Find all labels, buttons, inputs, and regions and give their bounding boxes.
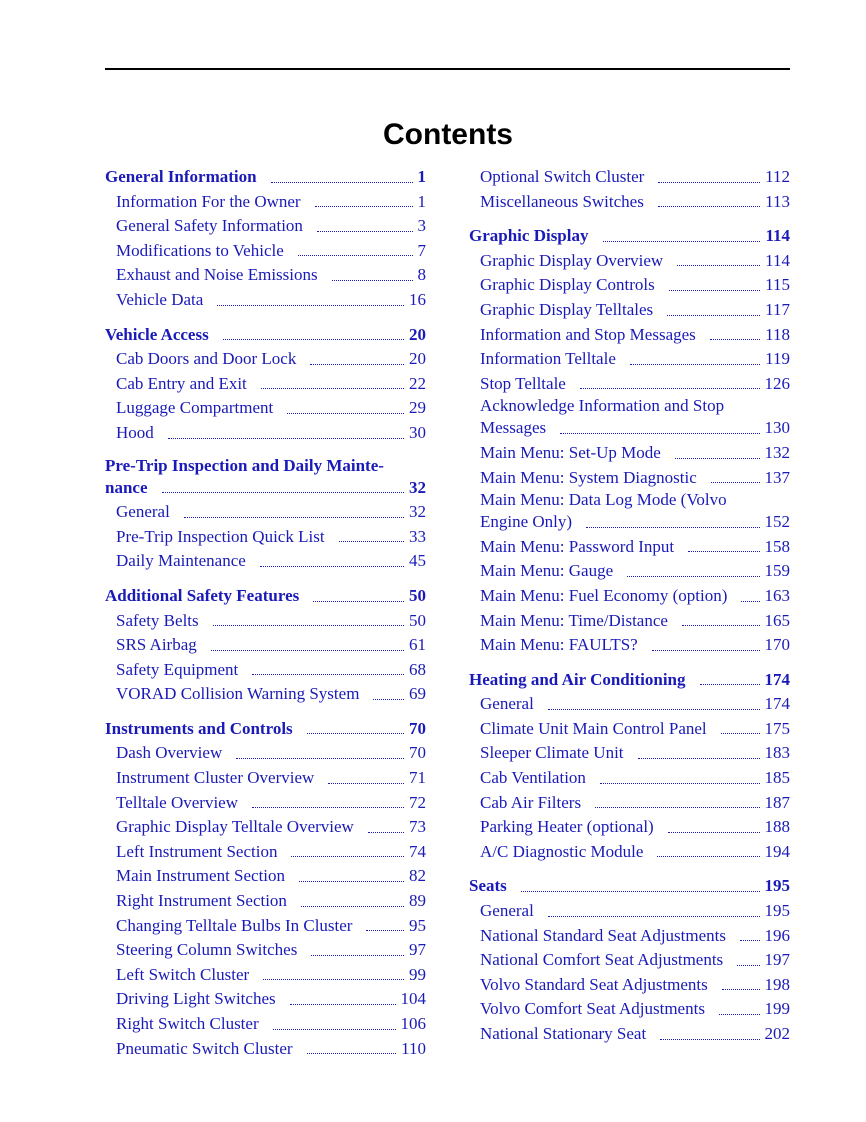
toc-entry-driving-light-switches[interactable] — [105, 987, 426, 1012]
toc-page-number: 117 — [765, 299, 790, 319]
toc-entry-national-comfort-seat-adjustments[interactable] — [469, 948, 790, 973]
toc-label: Main Instrument Section — [116, 866, 286, 886]
toc-page-number: 159 — [764, 561, 790, 581]
toc-entry-general[interactable] — [105, 500, 426, 525]
toc-page-number: 71 — [409, 768, 426, 788]
dot-leader — [252, 807, 404, 808]
toc-entry-luggage-compartment[interactable] — [105, 396, 426, 421]
dot-leader — [313, 601, 404, 602]
dot-leader — [603, 241, 761, 242]
dot-leader — [299, 881, 404, 882]
toc-entry-graphic-display-overview[interactable] — [469, 249, 790, 274]
toc-page-number: 158 — [764, 536, 790, 556]
toc-entry-volvo-comfort-seat-adjustments[interactable] — [469, 997, 790, 1022]
toc-label: Main Menu: Password Input — [480, 536, 675, 556]
toc-label: Pre-Trip Inspection Quick List — [116, 526, 325, 546]
toc-heading-instruments-and-controls[interactable] — [105, 717, 426, 742]
toc-page-number: 165 — [764, 610, 790, 630]
dot-leader — [236, 758, 404, 759]
dot-leader — [668, 832, 760, 833]
toc-label: Graphic Display Telltales — [480, 299, 654, 319]
toc-label: Graphic Display Telltale Overview — [116, 817, 354, 837]
toc-page-number: 110 — [401, 1038, 426, 1058]
toc-label: Seats — [469, 876, 507, 896]
toc-heading-line[interactable]: Pre-Trip Inspection and Daily Mainte- — [105, 455, 384, 475]
toc-entry-volvo-standard-seat-adjustments[interactable] — [469, 973, 790, 998]
toc-entry-safety-equipment[interactable] — [105, 658, 426, 683]
dot-leader — [301, 906, 404, 907]
toc-page-number: 112 — [765, 167, 790, 186]
toc-label: Information For the Owner — [116, 191, 301, 211]
toc-section — [105, 717, 426, 1061]
dot-leader — [630, 364, 760, 365]
toc-entry-instrument-cluster-overview[interactable] — [105, 766, 426, 791]
toc-page-number: 202 — [764, 1024, 790, 1043]
dot-leader — [223, 339, 404, 340]
toc-section — [469, 874, 790, 1046]
dot-leader — [521, 891, 760, 892]
toc-page-number: 1 — [417, 191, 426, 211]
toc-page-number: 175 — [764, 718, 790, 738]
toc-entry-daily-maintenance[interactable] — [105, 549, 426, 574]
page-title: Contents — [383, 118, 513, 151]
toc-label: Additional Safety Features — [105, 585, 300, 605]
toc-label: Steering Column Switches — [116, 940, 298, 960]
toc-left-column — [105, 165, 426, 1071]
toc-page-number: 132 — [764, 442, 790, 462]
toc-label: nance — [105, 477, 148, 497]
toc-page-number: 8 — [417, 265, 426, 285]
dot-leader — [290, 1004, 396, 1005]
dot-leader — [184, 517, 404, 518]
dot-leader — [580, 388, 760, 389]
toc-entry-general[interactable] — [469, 899, 790, 924]
toc-heading-vehicle-access[interactable] — [105, 323, 426, 348]
dot-leader — [366, 930, 404, 931]
toc-section — [105, 584, 426, 707]
dot-leader — [315, 206, 413, 207]
toc-entry-main-menu-set-up-mode[interactable] — [469, 441, 790, 466]
dot-leader — [252, 674, 404, 675]
toc-label: Main Menu: Fuel Economy (option) — [480, 585, 728, 605]
dot-leader — [677, 265, 760, 266]
toc-page-number: 187 — [764, 792, 790, 812]
toc-label: Dash Overview — [116, 743, 223, 763]
toc-section — [105, 165, 426, 313]
toc-entry-main-menu-password-input[interactable] — [469, 535, 790, 560]
dot-leader — [600, 783, 760, 784]
toc-entry-information-for-the-owner[interactable] — [105, 190, 426, 215]
toc-label: Modifications to Vehicle — [116, 240, 284, 260]
toc-label: General — [480, 694, 534, 714]
toc-page-number: 119 — [765, 349, 790, 369]
toc-page-number: 152 — [764, 512, 790, 532]
toc-entry-general[interactable] — [469, 692, 790, 717]
toc-page-number: 194 — [764, 841, 790, 861]
dot-leader — [263, 979, 404, 980]
toc-entry-main-instrument-section[interactable] — [105, 864, 426, 889]
dot-leader — [271, 182, 413, 183]
toc-label: Pneumatic Switch Cluster — [116, 1038, 293, 1058]
dot-leader — [722, 989, 760, 990]
toc-entry-srs-airbag[interactable] — [105, 633, 426, 658]
toc-entry-safety-belts[interactable] — [105, 609, 426, 634]
toc-label: Information Telltale — [480, 349, 616, 369]
toc-label: Miscellaneous Switches — [480, 191, 644, 211]
dot-leader — [273, 1029, 396, 1030]
toc-page-number: 115 — [765, 275, 790, 295]
toc-page-number: 137 — [764, 467, 790, 487]
toc-label: General — [116, 502, 170, 522]
toc-page-number: 16 — [409, 289, 426, 309]
toc-entry-line[interactable]: Acknowledge Information and Stop — [480, 396, 725, 416]
toc-entry-modifications-to-vehicle[interactable] — [105, 239, 426, 264]
toc-page-number: 69 — [409, 684, 426, 704]
toc-entry-graphic-display-telltale-overview[interactable] — [105, 815, 426, 840]
dot-leader — [211, 650, 404, 651]
toc-label: Safety Equipment — [116, 659, 239, 679]
toc-label: Right Instrument Section — [116, 891, 287, 911]
toc-page-number: 114 — [765, 250, 790, 270]
toc-label: National Standard Seat Adjustments — [480, 925, 726, 945]
toc-section — [469, 165, 790, 214]
toc-heading-additional-safety-features[interactable] — [105, 584, 426, 609]
toc-page-number: 1 — [417, 167, 426, 186]
toc-label: Messages — [480, 418, 547, 438]
dot-leader — [675, 458, 760, 459]
toc-page-number: 126 — [764, 373, 790, 393]
toc-page-number: 20 — [409, 349, 426, 369]
toc-page-number: 104 — [400, 989, 426, 1009]
dot-leader — [721, 733, 760, 734]
toc-label: Graphic Display — [469, 226, 589, 246]
toc-label: Cab Ventilation — [480, 768, 586, 788]
toc-entry-dash-overview[interactable] — [105, 741, 426, 766]
toc-label: Heating and Air Conditioning — [469, 669, 686, 689]
toc-label: Main Menu: Time/Distance — [480, 610, 668, 630]
toc-page-number: 50 — [409, 610, 426, 630]
dot-leader — [548, 916, 760, 917]
toc-section — [469, 224, 790, 658]
toc-section — [105, 456, 426, 574]
toc-label: Hood — [116, 422, 154, 442]
dot-leader — [213, 625, 404, 626]
dot-leader — [700, 684, 760, 685]
toc-page-number: 197 — [764, 950, 790, 970]
toc-label: Changing Telltale Bulbs In Cluster — [116, 915, 353, 935]
toc-label: General Information — [105, 167, 257, 186]
toc-entry-main-menu-data-log-mode-volvo[interactable] — [469, 510, 790, 535]
toc-page-number: 30 — [409, 422, 426, 442]
dot-leader — [688, 551, 759, 552]
toc-label: Climate Unit Main Control Panel — [480, 718, 707, 738]
dot-leader — [658, 206, 760, 207]
toc-page-number: 45 — [409, 551, 426, 571]
toc-entry-general-safety-information[interactable] — [105, 214, 426, 239]
toc-heading-general-information[interactable] — [105, 165, 426, 190]
toc-page-number: 7 — [417, 240, 426, 260]
toc-page-number: 118 — [765, 324, 790, 344]
toc-label: SRS Airbag — [116, 635, 197, 655]
dot-leader — [660, 1039, 759, 1040]
toc-entry-cab-air-filters[interactable] — [469, 791, 790, 816]
toc-label: Cab Entry and Exit — [116, 373, 247, 393]
toc-page-number: 68 — [409, 659, 426, 679]
toc-page-number: 183 — [764, 743, 790, 763]
toc-entry-steering-column-switches[interactable] — [105, 938, 426, 963]
dot-leader — [287, 413, 404, 414]
dot-leader — [328, 783, 404, 784]
toc-label: Engine Only) — [480, 512, 573, 532]
toc-heading-graphic-display[interactable] — [469, 224, 790, 249]
toc-label: Driving Light Switches — [116, 989, 276, 1009]
toc-label: Left Instrument Section — [116, 841, 278, 861]
dot-leader — [740, 940, 760, 941]
toc-label: Graphic Display Overview — [480, 250, 664, 270]
toc-page-number: 199 — [764, 999, 790, 1019]
dot-leader — [719, 1014, 760, 1015]
toc-page-number: 99 — [409, 964, 426, 984]
dot-leader — [667, 315, 760, 316]
dot-leader — [291, 856, 404, 857]
toc-entry-climate-unit-main-control-panel[interactable] — [469, 717, 790, 742]
toc-page-number: 20 — [409, 324, 426, 344]
dot-leader — [741, 601, 759, 602]
dot-leader — [737, 965, 759, 966]
toc-entry-hood[interactable] — [105, 421, 426, 446]
dot-leader — [548, 709, 760, 710]
toc-entry-acknowledge-information-and-stop[interactable] — [469, 416, 790, 441]
toc-label: Parking Heater (optional) — [480, 817, 654, 837]
toc-entry-optional-switch-cluster[interactable] — [469, 165, 790, 190]
toc-section — [105, 323, 426, 446]
toc-heading-heating-and-air-conditioning[interactable] — [469, 668, 790, 693]
toc-label: Vehicle Access — [105, 324, 209, 344]
toc-label: Vehicle Data — [116, 289, 204, 309]
toc-label: Instrument Cluster Overview — [116, 768, 315, 788]
dot-leader — [317, 231, 413, 232]
toc-section — [469, 668, 790, 865]
toc-entry-telltale-overview[interactable] — [105, 791, 426, 816]
toc-label: A/C Diagnostic Module — [480, 841, 644, 861]
toc-label: Main Menu: System Diagnostic — [480, 467, 697, 487]
toc-page-number: 61 — [409, 635, 426, 655]
toc-page-number: 50 — [409, 585, 426, 605]
dot-leader — [261, 388, 404, 389]
toc-entry-right-switch-cluster[interactable] — [105, 1012, 426, 1037]
toc-entry-right-instrument-section[interactable] — [105, 889, 426, 914]
toc-entry-information-telltale[interactable] — [469, 347, 790, 372]
toc-page-number: 185 — [764, 768, 790, 788]
toc-page-number: 196 — [764, 925, 790, 945]
toc-label: Daily Maintenance — [116, 551, 246, 571]
toc-page-number: 3 — [417, 216, 426, 236]
toc-entry-main-menu-gauge[interactable] — [469, 559, 790, 584]
dot-leader — [711, 482, 760, 483]
toc-entry-parking-heater-optional[interactable] — [469, 815, 790, 840]
toc-page-number: 29 — [409, 398, 426, 418]
toc-label: Exhaust and Noise Emissions — [116, 265, 318, 285]
toc-label: Information and Stop Messages — [480, 324, 696, 344]
dot-leader — [217, 305, 404, 306]
dot-leader — [162, 492, 405, 493]
dot-leader — [339, 541, 404, 542]
toc-entry-miscellaneous-switches[interactable] — [469, 190, 790, 215]
toc-entry-line[interactable]: Main Menu: Data Log Mode (Volvo — [480, 490, 727, 510]
dot-leader — [638, 758, 760, 759]
toc-entry-cab-entry-and-exit[interactable] — [105, 372, 426, 397]
toc-entry-exhaust-and-noise-emissions[interactable] — [105, 263, 426, 288]
toc-page-number: 70 — [409, 718, 426, 738]
dot-leader — [260, 566, 404, 567]
dot-leader — [657, 856, 759, 857]
toc-page-number: 89 — [409, 891, 426, 911]
toc-label: Graphic Display Controls — [480, 275, 655, 295]
toc-entry-vehicle-data[interactable] — [105, 288, 426, 313]
dot-leader — [560, 433, 759, 434]
toc-page-number: 72 — [409, 792, 426, 812]
dot-leader — [332, 280, 413, 281]
toc-page-number: 70 — [409, 743, 426, 763]
toc-page-number: 174 — [764, 669, 790, 689]
toc-page-number: 32 — [409, 502, 426, 522]
toc-label: Safety Belts — [116, 610, 199, 630]
toc-page-number: 114 — [765, 226, 790, 246]
toc-page-number: 195 — [764, 876, 790, 896]
toc-entry-national-standard-seat-adjustments[interactable] — [469, 924, 790, 949]
toc-label: National Comfort Seat Adjustments — [480, 950, 724, 970]
toc-right-column — [469, 165, 790, 1057]
toc-page-number: 188 — [764, 817, 790, 837]
toc-page-number: 106 — [400, 1014, 426, 1033]
toc-label: Optional Switch Cluster — [480, 167, 645, 186]
toc-label: Main Menu: Gauge — [480, 561, 614, 581]
dot-leader — [310, 364, 404, 365]
toc-entry-information-and-stop-messages[interactable] — [469, 323, 790, 348]
dot-leader — [652, 650, 760, 651]
toc-label: Left Switch Cluster — [116, 964, 250, 984]
toc-label: VORAD Collision Warning System — [116, 684, 360, 704]
toc-label: Volvo Standard Seat Adjustments — [480, 974, 708, 994]
toc-entry-main-menu-time-distance[interactable] — [469, 609, 790, 634]
toc-entry-left-instrument-section[interactable] — [105, 840, 426, 865]
toc-page-number: 32 — [409, 477, 426, 497]
toc-page-number: 95 — [409, 915, 426, 935]
toc-page-number: 97 — [409, 940, 426, 960]
toc-entry-main-menu-faults[interactable] — [469, 633, 790, 658]
toc-label: Sleeper Climate Unit — [480, 743, 624, 763]
toc-page-number: 195 — [764, 901, 790, 921]
toc-label: National Stationary Seat — [480, 1024, 647, 1043]
dot-leader — [168, 438, 404, 439]
toc-page-number: 163 — [764, 585, 790, 605]
toc-entry-stop-telltale[interactable] — [469, 372, 790, 397]
toc-entry-changing-telltale-bulbs-in-cluster[interactable] — [105, 914, 426, 939]
toc-page-number: 130 — [764, 418, 790, 438]
toc-page-number: 33 — [409, 526, 426, 546]
toc-label: Main Menu: Set-Up Mode — [480, 442, 661, 462]
toc-entry-left-switch-cluster[interactable] — [105, 963, 426, 988]
toc-label: Stop Telltale — [480, 373, 566, 393]
toc-label: General Safety Information — [116, 216, 303, 236]
dot-leader — [682, 625, 760, 626]
toc-heading-seats[interactable] — [469, 874, 790, 899]
toc-entry-national-stationary-seat[interactable] — [469, 1022, 790, 1047]
toc-page-number: 73 — [409, 817, 426, 837]
toc-page-number: 113 — [765, 191, 790, 211]
dot-leader — [710, 339, 760, 340]
dot-leader — [627, 576, 759, 577]
toc-label: General — [480, 901, 534, 921]
toc-heading-pre-trip-inspection-and-daily-mainte[interactable] — [105, 476, 426, 501]
toc-entry-cab-doors-and-door-lock[interactable] — [105, 347, 426, 372]
dot-leader — [307, 1053, 397, 1054]
toc-page-number: 74 — [409, 841, 426, 861]
toc-entry-a-c-diagnostic-module[interactable] — [469, 840, 790, 865]
toc-page-number: 174 — [764, 694, 790, 714]
toc-entry-cab-ventilation[interactable] — [469, 766, 790, 791]
toc-entry-graphic-display-telltales[interactable] — [469, 298, 790, 323]
dot-leader — [658, 182, 760, 183]
dot-leader — [311, 955, 404, 956]
toc-label: Main Menu: FAULTS? — [480, 635, 638, 655]
dot-leader — [669, 290, 760, 291]
toc-label: Luggage Compartment — [116, 398, 274, 418]
header-rule — [105, 68, 790, 70]
toc-page-number: 198 — [764, 974, 790, 994]
toc-label: Cab Air Filters — [480, 792, 582, 812]
toc-label: Telltale Overview — [116, 792, 239, 812]
toc-entry-pneumatic-switch-cluster[interactable] — [105, 1037, 426, 1062]
toc-entry-main-menu-fuel-economy-option[interactable] — [469, 584, 790, 609]
dot-leader — [368, 832, 404, 833]
toc-entry-vorad-collision-warning-system[interactable] — [105, 682, 426, 707]
toc-entry-sleeper-climate-unit[interactable] — [469, 741, 790, 766]
toc-entry-graphic-display-controls[interactable] — [469, 273, 790, 298]
dot-leader — [298, 255, 413, 256]
toc-label: Instruments and Controls — [105, 718, 293, 738]
dot-leader — [586, 527, 759, 528]
toc-entry-pre-trip-inspection-quick-list[interactable] — [105, 525, 426, 550]
toc-page-number: 22 — [409, 373, 426, 393]
toc-label: Cab Doors and Door Lock — [116, 349, 297, 369]
toc-entry-main-menu-system-diagnostic[interactable] — [469, 466, 790, 491]
dot-leader — [373, 699, 404, 700]
toc-page-number: 170 — [764, 635, 790, 655]
dot-leader — [307, 733, 404, 734]
toc-label: Right Switch Cluster — [116, 1014, 259, 1033]
toc-label: Volvo Comfort Seat Adjustments — [480, 999, 705, 1019]
toc-page-number: 82 — [409, 866, 426, 886]
dot-leader — [595, 807, 759, 808]
